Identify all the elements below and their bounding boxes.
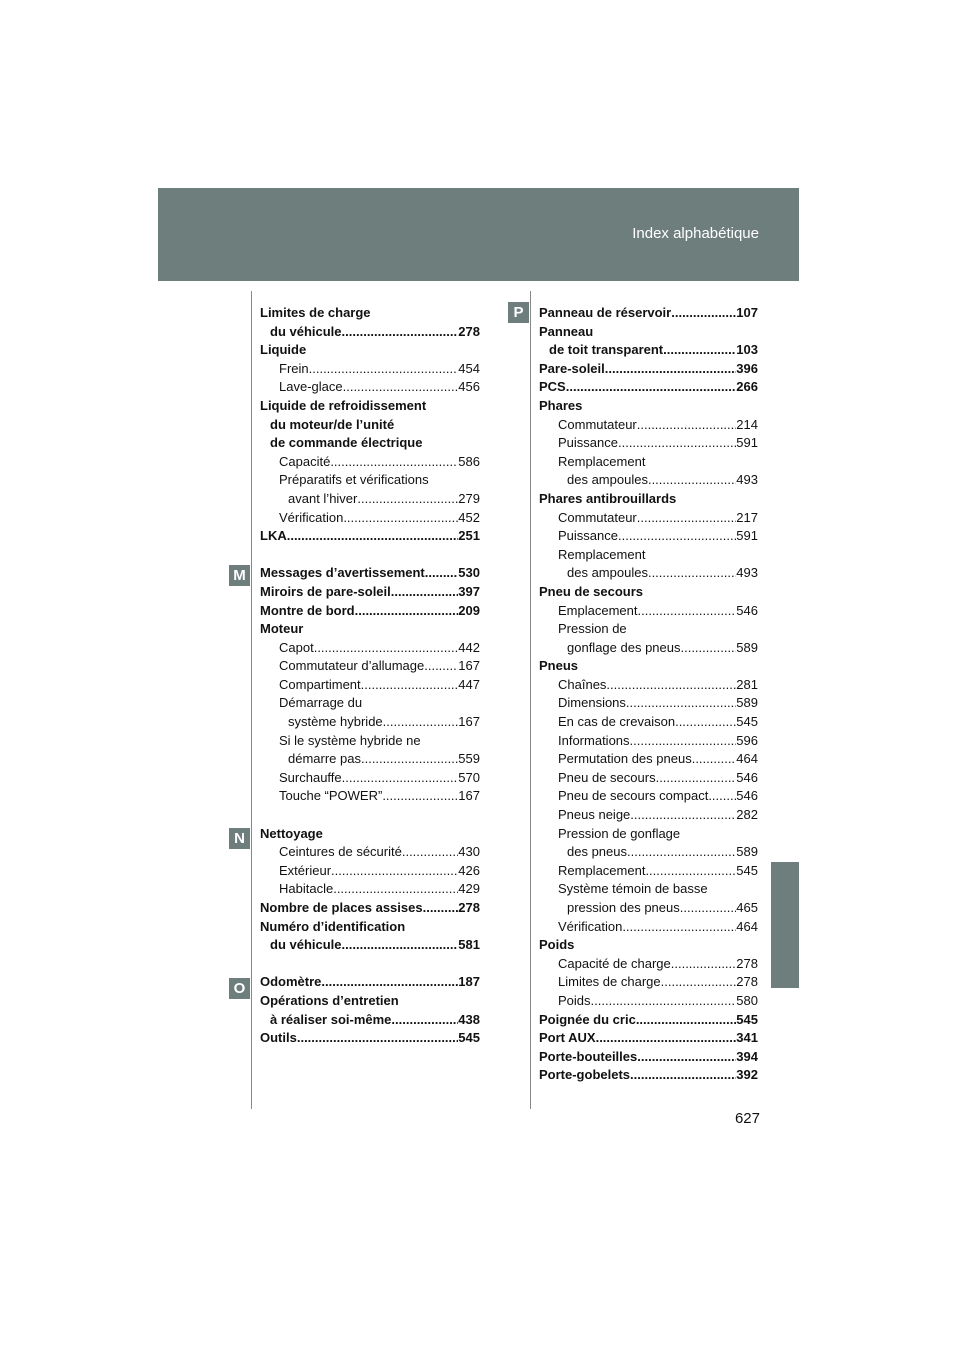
index-entry-page: 442	[458, 639, 480, 655]
index-entry	[539, 1011, 758, 1030]
index-entry	[539, 304, 758, 323]
index-entry	[539, 564, 758, 583]
index-entry	[539, 936, 758, 955]
index-entry-page: 341	[736, 1030, 758, 1046]
index-entry-label: gonflage des pneus	[567, 639, 681, 655]
index-entry-label: du moteur/de l’unité	[270, 416, 395, 432]
index-entry-label: Phares antibrouillards	[539, 490, 677, 506]
index-entry-label: Commutateur	[558, 509, 637, 525]
index-entry	[539, 620, 758, 639]
dot-leader	[656, 769, 737, 788]
index-entry-label: Phares	[539, 397, 583, 413]
index-entry	[539, 323, 758, 342]
index-entry-label: Extérieur	[279, 862, 332, 878]
index-entry-page: 278	[736, 974, 758, 990]
index-entry	[260, 769, 480, 788]
index-entry-label: Nettoyage	[260, 825, 323, 841]
index-entry	[539, 843, 758, 862]
index-entry-label: Pneus neige	[558, 807, 631, 823]
dot-leader	[321, 973, 458, 992]
index-entry-label: Capacité de charge	[558, 955, 671, 971]
index-entry-page: 278	[458, 323, 480, 339]
index-entry-label: Miroirs de pare-soleil	[260, 583, 391, 599]
dot-leader	[605, 360, 737, 379]
index-entry-page: 278	[458, 900, 480, 915]
index-entry	[539, 583, 758, 602]
index-entry-page: 546	[736, 769, 758, 785]
dot-leader	[648, 471, 736, 490]
index-entry-label: du véhicule	[270, 323, 342, 339]
index-entry	[539, 546, 758, 565]
index-entry-label: Poids	[539, 937, 575, 953]
index-entry-label: Habitacle	[279, 881, 334, 897]
index-entry-label: Pneu de secours	[558, 769, 656, 785]
index-entry-page: 581	[458, 937, 480, 953]
index-entry-page: 464	[736, 918, 758, 934]
page-number: 627	[734, 1110, 760, 1127]
index-entry-label: Pneu de secours	[539, 583, 644, 599]
index-entry	[539, 750, 758, 769]
index-entry	[539, 639, 758, 658]
index-entry-label: Dimensions	[558, 695, 626, 711]
index-entry	[539, 1048, 758, 1067]
index-entry	[260, 713, 480, 732]
dot-leader	[627, 843, 736, 862]
index-entry	[539, 899, 758, 918]
index-entry	[539, 694, 758, 713]
dot-leader	[606, 676, 736, 695]
index-column-left	[260, 304, 480, 1048]
index-entry-label: Moteur	[260, 621, 304, 637]
index-entry	[539, 602, 758, 621]
index-entry-label: Limites de charge	[558, 974, 661, 990]
index-entry-label: Numéro d’identification	[260, 918, 406, 934]
dot-leader	[333, 880, 458, 899]
index-entry-page: 214	[736, 416, 758, 432]
index-entry-label: Ceintures de sécurité	[279, 844, 402, 860]
index-entry-label: Préparatifs et vérifications	[279, 472, 429, 488]
index-entry-page: 167	[458, 658, 480, 674]
index-entry	[260, 453, 480, 472]
index-entry-page: 209	[458, 602, 480, 618]
index-entry	[539, 955, 758, 974]
index-entry-page: 426	[458, 862, 480, 878]
index-entry	[539, 1029, 758, 1048]
index-entry	[260, 620, 480, 639]
index-entry	[260, 602, 480, 621]
dot-leader	[391, 583, 459, 602]
dot-leader	[343, 378, 459, 397]
index-entry	[539, 918, 758, 937]
index-entry-label: des ampoules	[567, 565, 648, 581]
dot-leader	[591, 992, 737, 1011]
index-entry-page: 281	[736, 676, 758, 692]
section-gap	[260, 955, 480, 974]
index-entry	[539, 434, 758, 453]
index-entry-label: Touche “POWER”	[279, 788, 383, 804]
index-entry-page: 546	[736, 602, 758, 618]
index-entry-page: 430	[458, 844, 480, 860]
index-entry-page: 251	[458, 528, 480, 544]
dot-leader	[330, 453, 458, 472]
index-entry-label: Compartiment	[279, 676, 361, 692]
index-entry-page: 167	[458, 714, 480, 730]
index-entry-page: 545	[736, 862, 758, 878]
dot-leader	[424, 657, 458, 676]
dot-leader	[314, 639, 459, 658]
index-entry-page: 278	[736, 955, 758, 971]
index-entry-label: Pneu de secours compact	[558, 788, 709, 804]
dot-leader	[355, 602, 459, 621]
index-entry-page: 396	[736, 360, 758, 376]
dot-leader	[331, 862, 458, 881]
index-entry-label: Opérations d’entretien	[260, 992, 399, 1008]
index-entry	[260, 360, 480, 379]
dot-leader	[423, 899, 459, 918]
index-entry-label: Puissance	[558, 528, 618, 544]
dot-leader	[637, 602, 736, 621]
dot-leader	[671, 304, 736, 323]
index-entry-page: 438	[458, 1011, 480, 1027]
dot-leader	[357, 490, 458, 509]
index-entry	[260, 676, 480, 695]
index-entry-page: 589	[736, 639, 758, 655]
index-entry	[260, 899, 480, 918]
section-thumb-tab	[771, 862, 799, 988]
dot-leader	[287, 527, 459, 546]
index-entry-label: Si le système hybride ne	[279, 732, 421, 748]
index-entry-label: Porte-bouteilles	[539, 1048, 638, 1064]
index-entry	[260, 880, 480, 899]
index-entry	[539, 360, 758, 379]
dot-leader	[361, 750, 458, 769]
index-column-right	[539, 304, 758, 1085]
dot-leader	[622, 918, 736, 937]
page-header-band	[158, 188, 799, 281]
index-entry	[539, 992, 758, 1011]
index-entry	[260, 434, 480, 453]
index-entry	[539, 453, 758, 472]
index-entry-page: 103	[736, 342, 758, 358]
index-entry-label: Liquide de refroidissement	[260, 397, 427, 413]
index-entry-label: Lave-glace	[279, 379, 343, 395]
index-entry	[260, 639, 480, 658]
index-entry-page: 580	[736, 992, 758, 1008]
index-entry-label: Vérification	[558, 918, 623, 934]
index-entry-page: 591	[736, 528, 758, 544]
dot-leader	[630, 806, 736, 825]
index-entry	[260, 416, 480, 435]
index-entry-page: 447	[458, 676, 480, 692]
index-entry	[539, 973, 758, 992]
index-entry	[260, 323, 480, 342]
index-entry-page: 167	[458, 788, 480, 804]
index-entry-label: Système témoin de basse	[558, 881, 708, 897]
index-entry	[539, 1066, 758, 1085]
index-entry	[260, 1029, 480, 1048]
index-entry	[260, 992, 480, 1011]
index-entry	[539, 397, 758, 416]
index-entry-label: des pneus	[567, 844, 627, 860]
index-entry	[260, 509, 480, 528]
index-entry	[260, 341, 480, 360]
index-entry-label: Panneau de réservoir	[539, 305, 672, 320]
dot-leader	[343, 509, 458, 528]
index-entry-label: Capot	[279, 639, 314, 655]
index-entry-page: 454	[458, 360, 480, 376]
index-entry-page: 493	[736, 472, 758, 488]
index-entry-page: 545	[736, 1011, 758, 1027]
index-entry	[539, 806, 758, 825]
index-entry-label: Outils	[260, 1030, 297, 1046]
index-entry-label: Remplacement	[558, 453, 646, 469]
dot-leader	[645, 862, 736, 881]
index-entry-label: système hybride	[288, 714, 383, 730]
index-entry-label: Commutateur d’allumage	[279, 658, 425, 674]
index-entry-page: 456	[458, 379, 480, 395]
index-entry-label: PCS	[539, 379, 566, 395]
index-entry	[539, 787, 758, 806]
index-entry	[260, 787, 480, 806]
index-entry	[260, 490, 480, 509]
index-entry-page: 559	[458, 751, 480, 767]
dot-leader	[626, 694, 736, 713]
letter-marker-m: M	[229, 565, 250, 586]
dot-leader	[391, 1011, 458, 1030]
index-entry-label: Messages d’avertissement	[260, 565, 425, 581]
index-entry	[539, 732, 758, 751]
index-entry	[539, 509, 758, 528]
dot-leader	[361, 676, 459, 695]
index-entry	[539, 527, 758, 546]
index-entry-label: de commande électrique	[270, 435, 423, 451]
index-entry-page: 397	[458, 583, 480, 599]
index-entry-label: Remplacement	[558, 546, 646, 562]
dot-leader	[637, 509, 737, 528]
dot-leader	[342, 936, 459, 955]
dot-leader	[708, 787, 736, 806]
index-entry	[539, 713, 758, 732]
dot-leader	[618, 527, 736, 546]
index-entry	[539, 657, 758, 676]
index-entry	[539, 490, 758, 509]
index-entry-page: 545	[736, 714, 758, 730]
index-entry-label: Pression de gonflage	[558, 825, 681, 841]
dot-leader	[680, 899, 737, 918]
index-entry	[260, 657, 480, 676]
index-entry	[539, 416, 758, 435]
dot-leader	[692, 750, 737, 769]
index-entry	[539, 880, 758, 899]
header-title: Index alphabétique	[632, 225, 759, 242]
index-entry-label: Pression de	[558, 621, 627, 637]
index-entry	[260, 843, 480, 862]
index-entry-label: Remplacement	[558, 862, 646, 878]
index-entry-label: des ampoules	[567, 472, 648, 488]
dot-leader	[342, 323, 459, 342]
index-entry-label: Permutation des pneus	[558, 751, 692, 767]
index-entry-label: Panneau	[539, 323, 594, 339]
index-entry	[539, 341, 758, 360]
index-entry	[260, 936, 480, 955]
index-entry-label: Vérification	[279, 509, 344, 525]
index-entry-label: Commutateur	[558, 416, 637, 432]
dot-leader	[661, 973, 737, 992]
index-entry-page: 530	[458, 565, 480, 581]
index-entry	[260, 750, 480, 769]
index-entry-label: Chaînes	[558, 676, 607, 692]
index-entry-page: 596	[736, 732, 758, 748]
index-entry	[260, 304, 480, 323]
index-entry-page: 493	[736, 565, 758, 581]
index-entry-label: Port AUX	[539, 1030, 596, 1046]
index-entry	[539, 769, 758, 788]
section-gap	[260, 546, 480, 565]
index-entry-page: 452	[458, 509, 480, 525]
index-entry-label: pression des pneus	[567, 900, 680, 915]
dot-leader	[680, 639, 736, 658]
letter-marker-p: P	[508, 302, 529, 323]
index-entry	[260, 694, 480, 713]
dot-leader	[383, 713, 459, 732]
index-entry-label: Informations	[558, 732, 630, 748]
index-entry	[539, 825, 758, 844]
index-entry-label: avant l’hiver	[288, 490, 358, 506]
index-entry	[539, 378, 758, 397]
index-entry-label: Surchauffe	[279, 769, 342, 785]
index-entry-label: Puissance	[558, 435, 618, 451]
index-entry-label: Porte-gobelets	[539, 1067, 631, 1083]
dot-leader	[309, 360, 459, 379]
index-entry	[260, 527, 480, 546]
index-entry-page: 217	[736, 509, 758, 525]
letter-marker-o: O	[229, 978, 250, 999]
index-entry-label: Montre de bord	[260, 602, 355, 618]
index-entry-page: 429	[458, 881, 480, 897]
dot-leader	[648, 564, 736, 583]
index-entry-page: 545	[458, 1030, 480, 1046]
section-gap	[260, 806, 480, 825]
index-entry-label: Liquide	[260, 342, 307, 358]
index-entry-page: 464	[736, 751, 758, 767]
dot-leader	[630, 1066, 736, 1085]
index-entry	[260, 1011, 480, 1030]
dot-leader	[636, 1011, 736, 1030]
index-entry-label: Emplacement	[558, 602, 638, 618]
index-entry-label: Limites de charge	[260, 305, 371, 320]
dot-leader	[596, 1029, 737, 1048]
index-entry-page: 394	[736, 1048, 758, 1064]
dot-leader	[637, 1048, 736, 1067]
dot-leader	[663, 341, 736, 360]
index-entry-label: de toit transparent	[549, 342, 664, 358]
index-entry-page: 107	[736, 305, 758, 320]
index-entry-label: Nombre de places assises	[260, 900, 423, 915]
index-entry	[260, 583, 480, 602]
index-entry-page: 586	[458, 453, 480, 469]
dot-leader	[382, 787, 458, 806]
letter-marker-n: N	[229, 828, 250, 849]
dot-leader	[671, 955, 737, 974]
index-entry-label: Odomètre	[260, 974, 322, 990]
index-entry-page: 392	[736, 1067, 758, 1083]
dot-leader	[425, 564, 459, 583]
index-entry-label: Démarrage du	[279, 695, 363, 711]
index-entry-page: 187	[458, 974, 480, 990]
index-entry-page: 282	[736, 807, 758, 823]
index-entry	[260, 564, 480, 583]
index-entry	[539, 471, 758, 490]
index-entry-page: 591	[736, 435, 758, 451]
index-entry-label: Frein	[279, 360, 309, 376]
index-entry	[539, 862, 758, 881]
dot-leader	[630, 732, 737, 751]
index-entry	[260, 973, 480, 992]
index-entry	[260, 397, 480, 416]
dot-leader	[402, 843, 458, 862]
dot-leader	[566, 378, 737, 397]
index-entry	[260, 378, 480, 397]
column-divider-left	[251, 291, 252, 1109]
index-entry-label: Poids	[558, 992, 591, 1008]
index-entry-page: 570	[458, 769, 480, 785]
dot-leader	[675, 713, 736, 732]
dot-leader	[618, 434, 736, 453]
index-entry	[260, 825, 480, 844]
index-entry-label: démarre pas	[288, 751, 361, 767]
dot-leader	[297, 1029, 458, 1048]
index-entry-label: En cas de crevaison	[558, 714, 676, 730]
index-entry	[260, 918, 480, 937]
column-divider-middle	[530, 291, 531, 1109]
index-entry-label: à réaliser soi-même	[270, 1011, 392, 1027]
index-entry-page: 546	[736, 788, 758, 804]
index-entry-page: 279	[458, 490, 480, 506]
index-entry-page: 589	[736, 695, 758, 711]
index-entry	[260, 471, 480, 490]
index-entry-label: Pare-soleil	[539, 360, 605, 376]
index-entry-label: LKA	[260, 528, 287, 544]
index-entry	[260, 862, 480, 881]
index-entry-label: du véhicule	[270, 937, 342, 953]
index-entry-page: 266	[736, 379, 758, 395]
dot-leader	[637, 416, 737, 435]
index-entry-label: Pneus	[539, 658, 579, 674]
index-entry-label: Poignée du cric	[539, 1011, 636, 1027]
index-entry	[539, 676, 758, 695]
index-entry-page: 589	[736, 844, 758, 860]
dot-leader	[342, 769, 459, 788]
index-entry-label: Capacité	[279, 453, 331, 469]
index-entry	[260, 732, 480, 751]
index-entry-page: 465	[736, 900, 758, 915]
